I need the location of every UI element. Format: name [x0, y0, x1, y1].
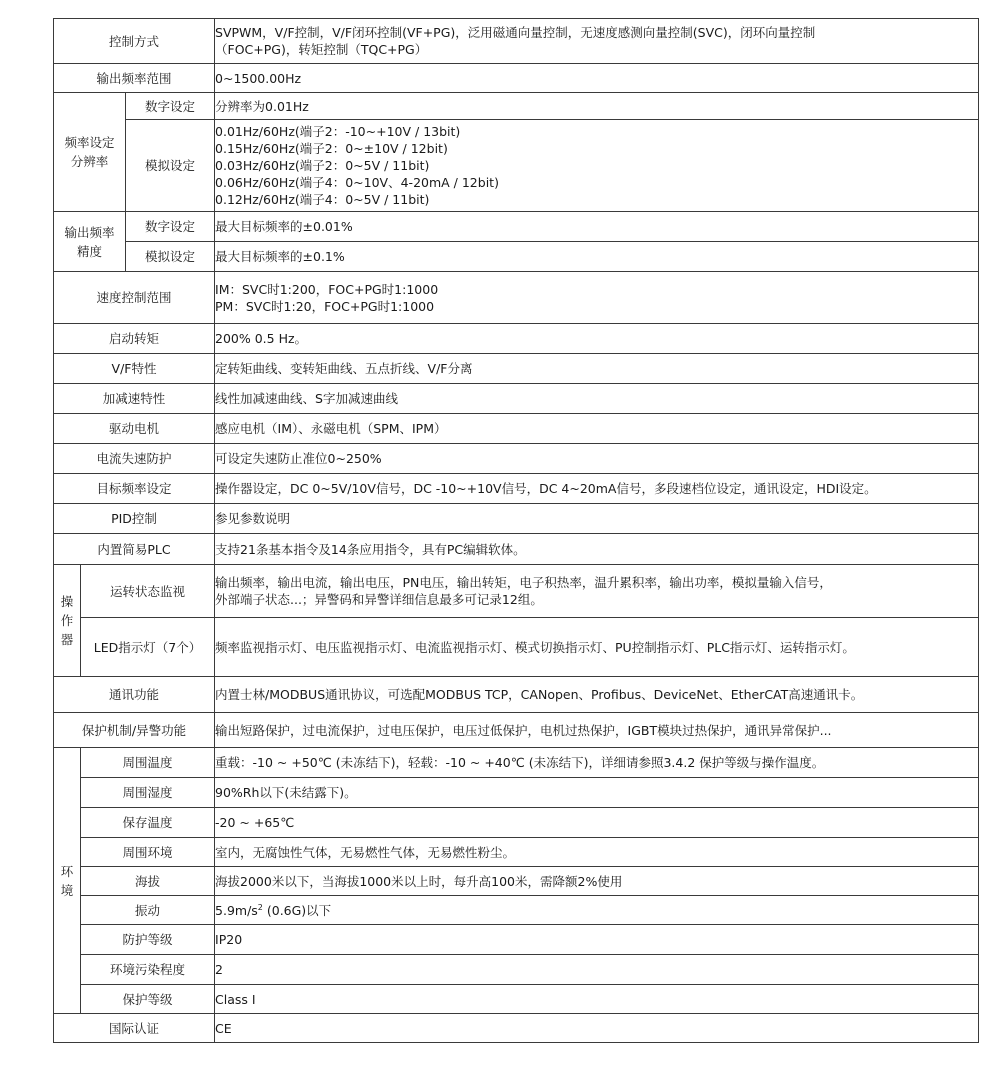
row-value — [215, 565, 979, 618]
table-row — [54, 384, 979, 414]
row-value: 室内，无腐蚀性气体，无易燃性气体，无易燃性粉尘。 — [215, 838, 979, 867]
value-text: 5.9m/s — [215, 902, 258, 918]
row-value: 感应电机（IM）、永磁电机（SPM、IPM） — [215, 414, 979, 444]
row-value: 海拔2000米以下，当海拔1000米以上时，每升高100米，需降额2%使用 — [215, 867, 979, 896]
row-label: 输出频率范围 — [54, 64, 215, 93]
row-value: 分辨率为0.01Hz — [215, 93, 979, 120]
group-label-char: 境 — [60, 882, 74, 898]
value-superscript: 2 — [257, 902, 263, 912]
table-row — [54, 444, 979, 474]
row-value: 重载：-10 ~ +50℃ (未冻结下)，轻载：-10 ~ +40℃ (未冻结下)，详细请参照3.4.2 保护等级与操作温度。 — [215, 748, 979, 778]
row-label: 电流失速防护 — [54, 444, 215, 474]
table-row — [54, 896, 979, 925]
row-value — [215, 896, 979, 925]
group-label-char: 器 — [60, 632, 74, 647]
table-row — [54, 955, 979, 985]
row-label: 驱动电机 — [54, 414, 215, 444]
sub-label: 模拟设定 — [126, 242, 215, 272]
table-row — [54, 808, 979, 838]
group-label-freq-resolution — [54, 93, 126, 212]
row-value: Class I — [215, 985, 979, 1014]
row-label: 保护机制/异警功能 — [54, 713, 215, 748]
value-line: IM：SVC时1:200，FOC+PG时1:1000 — [215, 281, 439, 297]
row-value: 最大目标频率的±0.1% — [215, 242, 979, 272]
table-row — [54, 120, 979, 212]
table-row — [54, 504, 979, 534]
table-row — [54, 354, 979, 384]
row-label: 国际认证 — [54, 1014, 215, 1043]
sub-label: 环境污染程度 — [81, 955, 215, 985]
value-line: 0.03Hz/60Hz(端子2：0~5V / 11bit) — [215, 158, 430, 173]
table-row — [54, 534, 979, 565]
row-value: 频率监视指示灯、电压监视指示灯、电流监视指示灯、模式切换指示灯、PU控制指示灯、PLC指示灯、运转指示灯。 — [215, 618, 979, 677]
value-line: SVPWM，V/F控制，V/F闭环控制(VF+PG)，泛用磁通向量控制，无速度感测向量控制(SVC)，闭环向量控制 — [215, 25, 816, 40]
row-value — [215, 272, 979, 324]
row-value: 支持21条基本指令及14条应用指令，具有PC编辑软体。 — [215, 534, 979, 565]
row-label: V/F特性 — [54, 354, 215, 384]
row-value — [215, 120, 979, 212]
row-label: 速度控制范围 — [54, 272, 215, 324]
row-value: 可设定失速防止准位0~250% — [215, 444, 979, 474]
group-label-char: 操 — [60, 594, 74, 609]
group-label-char: 环 — [60, 863, 74, 879]
row-value — [215, 19, 979, 64]
sub-label: 周围湿度 — [81, 778, 215, 808]
table-row — [54, 985, 979, 1014]
value-line: 0.15Hz/60Hz(端子2：0~±10V / 12bit) — [215, 141, 448, 156]
row-value: 输出短路保护，过电流保护，过电压保护，电压过低保护，电机过热保护，IGBT模块过热保护，通讯异常保护... — [215, 713, 979, 748]
group-label-freq-accuracy — [54, 212, 126, 272]
table-row — [54, 925, 979, 955]
sub-label: 保护等级 — [81, 985, 215, 1014]
sub-label: 海拔 — [81, 867, 215, 896]
sub-label: 周围温度 — [81, 748, 215, 778]
table-row — [54, 474, 979, 504]
row-value: 200% 0.5 Hz。 — [215, 324, 979, 354]
row-value: -20 ~ +65℃ — [215, 808, 979, 838]
row-value: 线性加减速曲线、S字加减速曲线 — [215, 384, 979, 414]
group-label-line: 分辨率 — [70, 154, 109, 169]
row-value: 定转矩曲线、变转矩曲线、五点折线、V/F分离 — [215, 354, 979, 384]
group-label-line: 精度 — [76, 243, 102, 259]
row-label: 内置简易PLC — [54, 534, 215, 565]
row-label: 加减速特性 — [54, 384, 215, 414]
row-value: 90%Rh以下(未结露下)。 — [215, 778, 979, 808]
value-line: 0.06Hz/60Hz(端子4：0~10V、4-20mA / 12bit) — [215, 175, 499, 190]
row-value: CE — [215, 1014, 979, 1043]
row-label: 启动转矩 — [54, 324, 215, 354]
row-label: 目标频率设定 — [54, 474, 215, 504]
table-row — [54, 93, 979, 120]
table-row — [54, 778, 979, 808]
group-label-operator — [54, 565, 81, 677]
value-line: 外部端子状态...；异警码和异警详细信息最多可记录12组。 — [215, 592, 543, 607]
table-row — [54, 242, 979, 272]
row-value: 0~1500.00Hz — [215, 64, 979, 93]
row-label: 控制方式 — [54, 19, 215, 64]
table-row — [54, 677, 979, 713]
group-label-line: 频率设定 — [64, 135, 115, 150]
group-label-environment — [54, 748, 81, 1014]
table-row — [54, 272, 979, 324]
table-row — [54, 713, 979, 748]
table-row — [54, 748, 979, 778]
table-row — [54, 838, 979, 867]
row-value: 最大目标频率的±0.01% — [215, 212, 979, 242]
sub-label: 数字设定 — [126, 93, 215, 120]
table-row — [54, 1014, 979, 1043]
row-label: 通讯功能 — [54, 677, 215, 713]
value-line: 0.12Hz/60Hz(端子4：0~5V / 11bit) — [215, 192, 430, 207]
sub-label: 振动 — [81, 896, 215, 925]
sub-label: LED指示灯（7个） — [81, 618, 215, 677]
value-line: 0.01Hz/60Hz(端子2：-10~+10V / 13bit) — [215, 124, 461, 139]
sub-label: 防护等级 — [81, 925, 215, 955]
group-label-line: 输出频率 — [64, 224, 115, 240]
sub-label: 数字设定 — [126, 212, 215, 242]
table-row — [54, 618, 979, 677]
value-line: （FOC+PG)，转矩控制（TQC+PG） — [215, 42, 428, 57]
row-value: 操作器设定，DC 0~5V/10V信号，DC -10~+10V信号，DC 4~20mA信号，多段速档位设定，通讯设定，HDI设定。 — [215, 474, 979, 504]
value-line: 输出频率，输出电流，输出电压，PN电压，输出转矩，电子积热率，温升累积率，输出功率，模拟量输入信号， — [215, 575, 832, 590]
spec-table — [53, 18, 979, 1043]
sub-label: 保存温度 — [81, 808, 215, 838]
row-value: IP20 — [215, 925, 979, 955]
row-value: 2 — [215, 955, 979, 985]
table-row — [54, 324, 979, 354]
row-value: 内置士林/MODBUS通讯协议，可选配MODBUS TCP，CANopen、Profibus、DeviceNet、EtherCAT高速通讯卡。 — [215, 677, 979, 713]
sub-label: 模拟设定 — [126, 120, 215, 212]
table-row — [54, 867, 979, 896]
group-label-char: 作 — [60, 613, 74, 628]
table-row — [54, 19, 979, 64]
row-label: PID控制 — [54, 504, 215, 534]
table-row — [54, 212, 979, 242]
value-text: (0.6G)以下 — [262, 902, 332, 918]
sub-label: 周围环境 — [81, 838, 215, 867]
value-line: PM：SVC时1:20，FOC+PG时1:1000 — [215, 298, 435, 314]
table-row — [54, 64, 979, 93]
table-row — [54, 414, 979, 444]
table-row — [54, 565, 979, 618]
sub-label: 运转状态监视 — [81, 565, 215, 618]
row-value: 参见参数说明 — [215, 504, 979, 534]
